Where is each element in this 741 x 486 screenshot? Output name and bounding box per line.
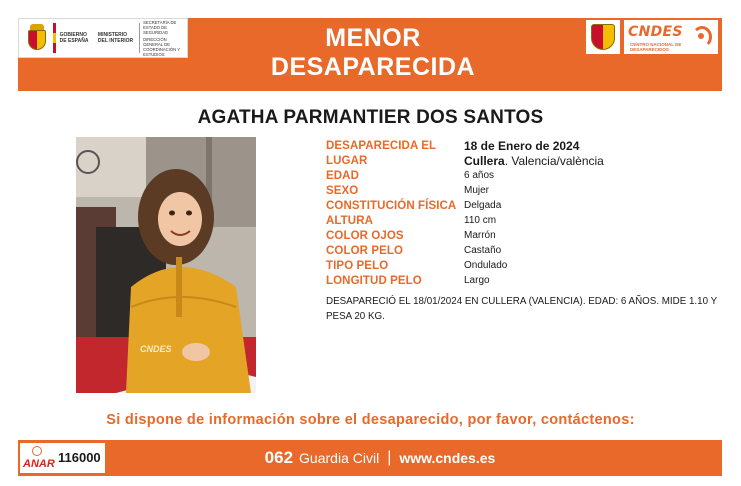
shield-icon (591, 24, 615, 50)
detail-label: LUGAR (326, 154, 368, 167)
detail-row-sex (326, 183, 726, 198)
detail-value: Marrón (464, 230, 496, 241)
detail-row-hair-color (326, 243, 726, 258)
website-link[interactable]: www.cndes.es (399, 450, 496, 466)
detail-row-place (326, 153, 726, 168)
detail-value: Largo (464, 275, 490, 286)
footer-band (18, 440, 722, 476)
detail-row-build (326, 198, 726, 213)
detail-value: Castaño (464, 245, 502, 256)
case-description: DESAPARECIÓ EL 18/01/2024 EN CULLERA (VALENCIA). EDAD: 6 AÑOS. MIDE 1.10 Y PESA 20 KG. (326, 296, 717, 322)
detail-value: Cullera. Valencia/valència (464, 153, 604, 168)
missing-person-photo (76, 137, 256, 393)
detail-value: 110 cm (464, 215, 497, 226)
anar-phone-number[interactable]: 116000 (58, 450, 101, 465)
flag-bar-icon (53, 23, 56, 53)
detail-label: TIPO PELO (326, 259, 389, 272)
detail-row-age (326, 168, 726, 183)
cndes-subtitle: CENTRO NACIONAL DE DESAPARECIDOS (630, 42, 682, 52)
detail-label: DESAPARECIDA EL (326, 139, 437, 152)
detail-row-date (326, 138, 726, 153)
detail-label: COLOR PELO (326, 244, 404, 257)
coat-of-arms-icon (24, 24, 49, 52)
detail-value: 6 años (464, 170, 495, 181)
contact-prompt: Si dispone de información sobre el desaparecido, por favor, contáctenos: (106, 412, 635, 428)
alert-title (208, 24, 538, 82)
cndes-wordmark: CNDES (628, 24, 683, 40)
guardia-civil-phone[interactable]: 062 (264, 448, 294, 467)
detail-row-height (326, 213, 726, 228)
government-logo (18, 18, 188, 58)
detail-label: COLOR OJOS (326, 229, 404, 242)
police-shield-logo (586, 20, 620, 54)
cndes-logo (624, 20, 718, 54)
details-list (326, 138, 726, 288)
header-band (18, 18, 722, 91)
guardia-civil-label: Guardia Civil (299, 450, 380, 466)
detail-value: Mujer (464, 185, 490, 196)
ministry-name: MINISTERIO DEL INTERIOR (97, 32, 134, 44)
government-name: GOBIERNO DE ESPAÑA (59, 32, 89, 44)
detail-label: CONSTITUCIÓN FÍSICA (326, 199, 457, 212)
detail-label: ALTURA (326, 214, 374, 227)
title-line-2: DESAPARECIDA (270, 53, 476, 81)
secretariat-name: SECRETARÍA DE ESTADO DE SEGURIDAD DIRECCIÓN GENERAL DE COORDINACIÓN Y ESTUDIOS (143, 19, 180, 57)
anar-wordmark: ANAR (23, 458, 55, 470)
cndes-swirl-icon (692, 26, 712, 48)
title-line-1: MENOR (325, 24, 421, 52)
detail-value: 18 de Enero de 2024 (464, 138, 580, 153)
missing-person-name: AGATHA PARMANTIER DOS SANTOS (197, 107, 544, 128)
detail-label: EDAD (326, 169, 359, 182)
detail-label: LONGITUD PELO (326, 274, 422, 287)
detail-row-eye-color (326, 228, 726, 243)
detail-row-hair-type (326, 258, 726, 273)
footer-separator: | (387, 449, 392, 466)
detail-value: Delgada (464, 200, 502, 211)
footer-contact (18, 440, 722, 476)
detail-label: SEXO (326, 184, 359, 197)
detail-row-hair-length (326, 273, 726, 288)
detail-value: Ondulado (464, 260, 508, 271)
photo-watermark: CNDES (140, 344, 172, 354)
